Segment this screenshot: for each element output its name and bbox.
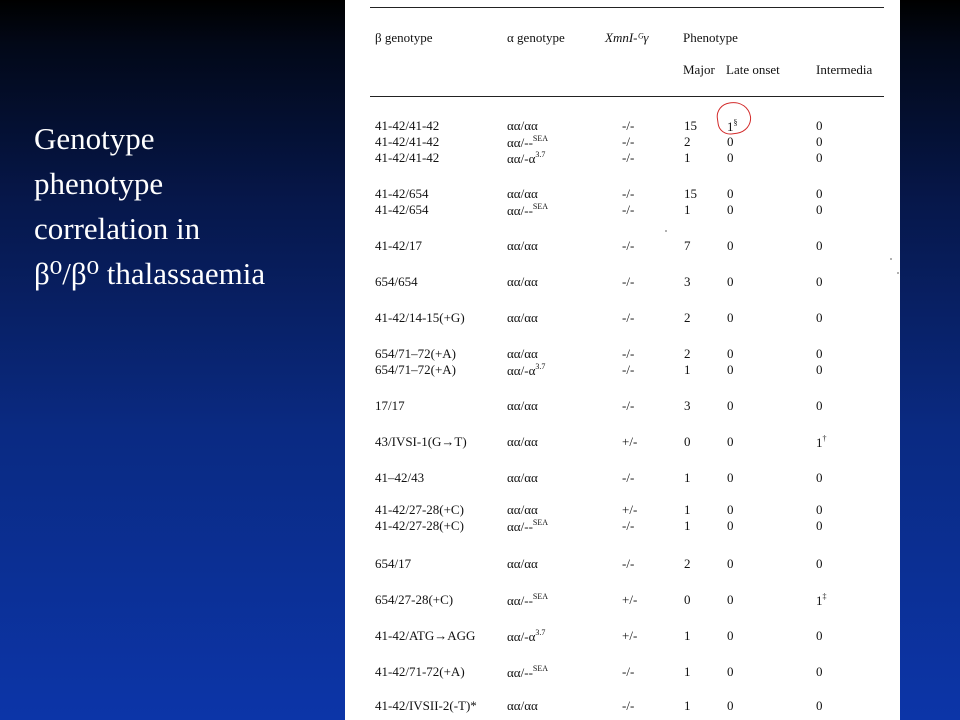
- cell-beta: 41-42/IVSII-2(-T)*: [375, 698, 477, 713]
- cell-late: 0: [727, 398, 734, 413]
- cell-xmn: +/-: [622, 434, 638, 449]
- cell-major: 1: [684, 698, 691, 713]
- table-top-rule: [370, 7, 884, 8]
- cell-major: 0: [684, 434, 691, 449]
- table-row: [345, 398, 900, 414]
- cell-late: 0: [727, 134, 734, 149]
- cell-alpha: $\alpha\alpha/-\alpha^{3.7}$: [507, 628, 546, 644]
- cell-alpha: αα/αα: [507, 398, 538, 413]
- table-row: [345, 346, 900, 362]
- cell-intermedia: 0: [816, 664, 823, 679]
- cell-late: 0: [727, 346, 734, 361]
- table-row: [345, 362, 900, 378]
- table-header-rule: [370, 96, 884, 97]
- cell-alpha: αα/αα: [507, 556, 538, 571]
- table-row: [345, 150, 900, 166]
- table-row: [345, 186, 900, 202]
- cell-beta: 41-42/654: [375, 186, 429, 201]
- cell-xmn: +/-: [622, 628, 638, 643]
- cell-intermedia: 0: [816, 202, 823, 217]
- cell-alpha: αα/--$^{SEA}$: [507, 592, 549, 608]
- header-late-onset: Late onset: [726, 62, 780, 77]
- table-row: [345, 592, 900, 608]
- cell-beta: 654/17: [375, 556, 412, 571]
- cell-late: 0: [727, 186, 734, 201]
- title-line-2: phenotype: [34, 166, 164, 201]
- header-phenotype: Phenotype: [683, 30, 738, 45]
- header-xmn: XmnI-ᴳγ: [605, 30, 649, 45]
- cell-alpha: αα/αα: [507, 502, 538, 517]
- cell-major: 1: [684, 664, 691, 679]
- cell-late: 0: [727, 310, 734, 325]
- cell-xmn: -/-: [622, 362, 635, 377]
- cell-xmn: -/-: [622, 518, 635, 533]
- header-major: Major: [683, 62, 715, 77]
- cell-intermedia: 1‡: [816, 592, 827, 608]
- cell-late: 0: [727, 150, 734, 165]
- cell-alpha: αα/--$^{SEA}$: [507, 134, 549, 150]
- cell-beta: 43/IVSI-1(G→T): [375, 434, 467, 449]
- cell-major: 7: [684, 238, 691, 253]
- table-row: [345, 556, 900, 572]
- cell-xmn: -/-: [622, 202, 635, 217]
- cell-alpha: αα/--$^{SEA}$: [507, 202, 549, 218]
- cell-beta: 41-42/ATG→AGG: [375, 628, 476, 643]
- cell-xmn: -/-: [622, 238, 635, 253]
- cell-beta: 41-42/27-28(+C): [375, 502, 464, 517]
- table-row: [345, 518, 900, 534]
- cell-late: 0: [727, 238, 734, 253]
- cell-intermedia: 0: [816, 518, 823, 533]
- cell-xmn: -/-: [622, 346, 635, 361]
- cell-major: 1: [684, 518, 691, 533]
- cell-major: 1: [684, 150, 691, 165]
- cell-major: 2: [684, 556, 691, 571]
- header-beta-genotype: β genotype: [375, 30, 433, 45]
- cell-beta: 41-42/27-28(+C): [375, 518, 464, 533]
- cell-major: 1: [684, 362, 691, 377]
- table-row: [345, 698, 900, 714]
- cell-intermedia: 0: [816, 274, 823, 289]
- table-row: [345, 238, 900, 254]
- cell-beta: 41-42/17: [375, 238, 422, 253]
- cell-alpha: αα/αα: [507, 274, 538, 289]
- table-row: [345, 202, 900, 218]
- cell-beta: 654/71–72(+A): [375, 346, 456, 361]
- cell-late: 0: [727, 434, 734, 449]
- table-row: [345, 664, 900, 680]
- cell-major: 15: [684, 118, 697, 133]
- cell-xmn: -/-: [622, 134, 635, 149]
- cell-major: 1: [684, 202, 691, 217]
- cell-alpha: αα/αα: [507, 186, 538, 201]
- cell-beta: 17/17: [375, 398, 405, 413]
- cell-major: 2: [684, 310, 691, 325]
- cell-beta: 654/654: [375, 274, 418, 289]
- cell-alpha: αα/--$^{SEA}$: [507, 518, 549, 534]
- cell-alpha: αα/αα: [507, 118, 538, 133]
- scan-speck: [890, 258, 892, 260]
- cell-intermedia: 0: [816, 628, 823, 643]
- cell-beta: 41-42/41-42: [375, 134, 440, 149]
- cell-alpha: $\alpha\alpha/-\alpha^{3.7}$: [507, 362, 546, 378]
- cell-xmn: -/-: [622, 118, 635, 133]
- cell-major: 3: [684, 274, 691, 289]
- header-alpha-genotype: α genotype: [507, 30, 565, 45]
- cell-intermedia: 0: [816, 150, 823, 165]
- cell-alpha: αα/αα: [507, 238, 538, 253]
- title-line-1: Genotype: [34, 121, 155, 156]
- cell-xmn: -/-: [622, 186, 635, 201]
- cell-late: 0: [727, 502, 734, 517]
- cell-intermedia: 0: [816, 556, 823, 571]
- cell-late: 0: [727, 274, 734, 289]
- cell-xmn: -/-: [622, 274, 635, 289]
- cell-late: 0: [727, 362, 734, 377]
- cell-beta: 654/71–72(+A): [375, 362, 456, 377]
- scan-speck: [665, 230, 667, 232]
- table-row: [345, 434, 900, 450]
- cell-major: 2: [684, 346, 691, 361]
- cell-beta: 41-42/654: [375, 202, 429, 217]
- cell-major: 3: [684, 398, 691, 413]
- cell-intermedia: 0: [816, 134, 823, 149]
- cell-alpha: αα/αα: [507, 470, 538, 485]
- table-row: [345, 134, 900, 150]
- cell-late: 0: [727, 556, 734, 571]
- slide-title: [34, 116, 334, 296]
- cell-alpha: αα/αα: [507, 434, 538, 449]
- cell-major: 2: [684, 134, 691, 149]
- cell-major: 0: [684, 592, 691, 607]
- cell-intermedia: 0: [816, 698, 823, 713]
- cell-intermedia: 0: [816, 118, 823, 133]
- cell-alpha: αα/αα: [507, 698, 538, 713]
- cell-major: 1: [684, 502, 691, 517]
- table-row: [345, 310, 900, 326]
- cell-beta: 41-42/71-72(+A): [375, 664, 465, 679]
- cell-intermedia: 0: [816, 238, 823, 253]
- cell-beta: 654/27-28(+C): [375, 592, 454, 607]
- cell-beta: 41–42/43: [375, 470, 425, 485]
- table-row: [345, 274, 900, 290]
- cell-late: 0: [727, 698, 734, 713]
- cell-xmn: -/-: [622, 664, 635, 679]
- table-row: [345, 118, 900, 134]
- cell-xmn: +/-: [622, 502, 638, 517]
- cell-beta: 41-42/14-15(+G): [375, 310, 465, 325]
- cell-xmn: -/-: [622, 150, 635, 165]
- table-row: [345, 502, 900, 518]
- cell-intermedia: 0: [816, 346, 823, 361]
- cell-major: 1: [684, 628, 691, 643]
- table-row: [345, 470, 900, 486]
- cell-late: 1§: [727, 118, 738, 134]
- cell-intermedia: 0: [816, 186, 823, 201]
- cell-alpha: αα/αα: [507, 346, 538, 361]
- cell-alpha: αα/αα: [507, 310, 538, 325]
- cell-intermedia: 0: [816, 398, 823, 413]
- cell-late: 0: [727, 628, 734, 643]
- cell-late: 0: [727, 202, 734, 217]
- cell-xmn: -/-: [622, 556, 635, 571]
- cell-alpha: αα/--$^{SEA}$: [507, 664, 549, 680]
- cell-intermedia: 1†: [816, 434, 827, 450]
- cell-late: 0: [727, 664, 734, 679]
- title-line-3: correlation in: [34, 211, 201, 246]
- cell-intermedia: 0: [816, 310, 823, 325]
- cell-intermedia: 0: [816, 502, 823, 517]
- cell-beta: 41-42/41-42: [375, 118, 440, 133]
- title-line-4: β⁰/β⁰ thalassaemia: [34, 256, 266, 291]
- cell-late: 0: [727, 470, 734, 485]
- table-row: [345, 628, 900, 644]
- cell-alpha: $\alpha\alpha/-\alpha^{3.7}$: [507, 150, 546, 166]
- cell-beta: 41-42/41-42: [375, 150, 440, 165]
- cell-major: 15: [684, 186, 697, 201]
- scan-speck: [897, 272, 899, 274]
- header-intermedia: Intermedia: [816, 62, 873, 77]
- cell-xmn: +/-: [622, 592, 638, 607]
- cell-intermedia: 0: [816, 470, 823, 485]
- cell-xmn: -/-: [622, 398, 635, 413]
- cell-late: 0: [727, 518, 734, 533]
- cell-xmn: -/-: [622, 698, 635, 713]
- cell-late: 0: [727, 592, 734, 607]
- cell-major: 1: [684, 470, 691, 485]
- scanned-table-page: [345, 0, 900, 720]
- cell-xmn: -/-: [622, 310, 635, 325]
- cell-intermedia: 0: [816, 362, 823, 377]
- cell-xmn: -/-: [622, 470, 635, 485]
